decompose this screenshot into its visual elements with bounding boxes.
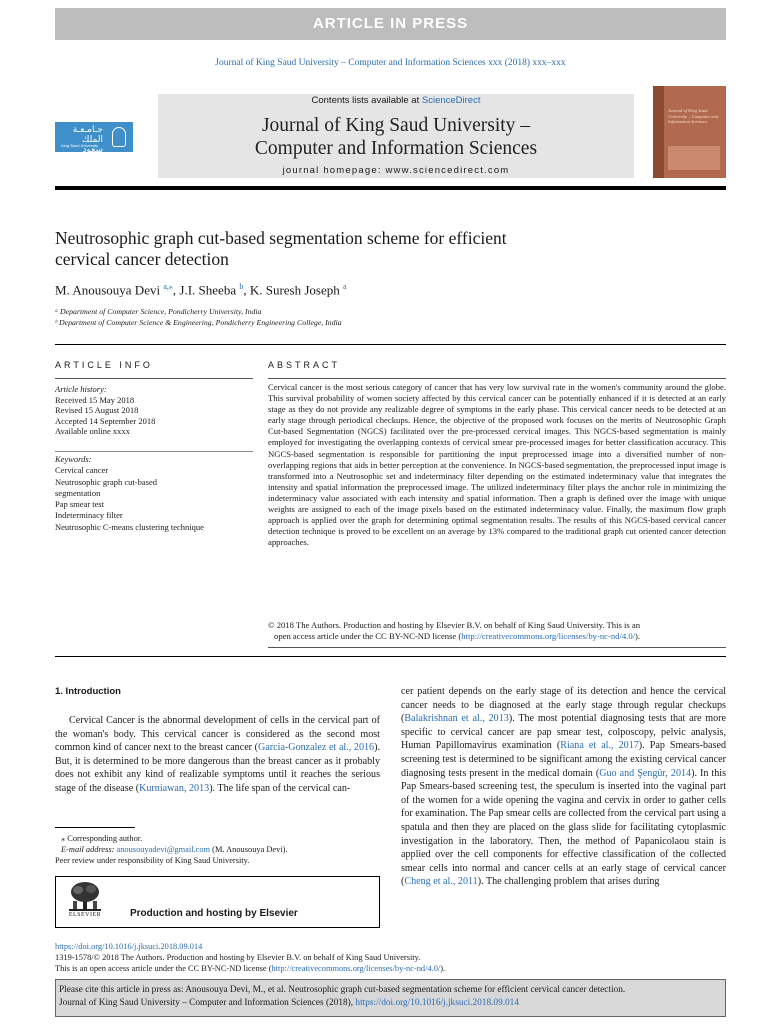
license-link[interactable]: http://creativecommons.org/licenses/by-nc-nd/4.0/ — [461, 631, 636, 642]
homepage-prefix: journal homepage: — [282, 165, 386, 176]
elsevier-hosting-text: Production and hosting by Elsevier — [130, 908, 298, 919]
body-text: ). In this Pap Smears-based screening test, the speculum is inserted into the vaginal part of the women for a wide opening the vagina and cervix in order to gather cells for examination. The Pap smear cells are collected from the cervical part using a spatula and then they are placed on the glass slide for facilitating cytoplasmic investigation in the laboratory. Then, the method of Papanicolaou stain is applied over the cell components for effective classification of the collected smear cells into normal and cancer cells at an early stage of cervical cancer ( — [401, 767, 726, 888]
author-name[interactable]: M. Anousouya Devi — [55, 282, 161, 298]
body-text: ). The most potential diagnosing tests that are more specific to cervical cancer are pap smear test, colposcopy, pelvic analysis, Human Papillomavirus examination ( — [401, 713, 726, 752]
cover-spine — [653, 86, 664, 178]
corresponding-author-note: ⁎ Corresponding author. — [61, 834, 143, 843]
citation-link[interactable]: Riana et al., 2017 — [560, 740, 639, 752]
abstract-heading: ABSTRACT — [268, 360, 341, 370]
keyword: Cervical cancer — [55, 465, 109, 476]
abstract-license — [268, 620, 726, 642]
article-history — [55, 384, 253, 437]
history-item: Accepted 14 September 2018 — [55, 415, 156, 426]
keywords-label: Keywords: — [55, 454, 92, 464]
author-name[interactable]: K. Suresh Joseph — [249, 282, 340, 298]
citation-link[interactable]: Guo and Şengür, 2014 — [599, 767, 692, 779]
keyword: segmentation — [55, 487, 101, 498]
body-column-left — [55, 714, 380, 796]
author-separator: , — [172, 282, 180, 298]
email-note — [55, 844, 380, 855]
body-text: ). Pap Smears-based screening test is determined to be significant among the existing cervical cancer diagnosing tests present in the medical domain ( — [401, 740, 726, 779]
article-in-press-banner: ARTICLE IN PRESS — [55, 8, 726, 40]
contents-prefix: Contents lists available at — [311, 95, 422, 106]
doi-block — [55, 941, 726, 974]
open-access-line — [55, 963, 726, 974]
oa-suffix: ). — [440, 964, 446, 973]
body-text: ). The life span of the cervical can- — [209, 782, 351, 794]
keyword: Neutrosophic C-means clustering technique — [55, 521, 204, 532]
journal-cover-thumbnail[interactable] — [653, 86, 726, 178]
body-column-right — [401, 685, 726, 889]
journal-homepage — [158, 165, 634, 176]
cover-panel — [668, 146, 720, 170]
king-saud-university-logo — [55, 122, 133, 155]
article-info-rule — [55, 378, 253, 379]
keyword: Indeterminacy filter — [55, 510, 123, 521]
citation-line2 — [59, 997, 723, 1010]
citation-journal: Journal of King Saud University – Computer and Information Sciences (2018), — [59, 998, 356, 1008]
body-text: ). But, it is determined to be more dangerous than the breast cancer as it probably does not exhibit any kind of realizable symptoms until it reaches the serious stage of the disease ( — [55, 742, 380, 794]
abstract-rule-top — [268, 378, 726, 379]
footnotes — [55, 833, 380, 866]
sciencedirect-link[interactable]: ScienceDirect — [421, 95, 481, 106]
logo-english-text: King Saud University — [61, 143, 99, 148]
homepage-url[interactable]: www.sciencedirect.com — [385, 165, 510, 176]
oa-prefix: This is an open access article under the CC BY-NC-ND license ( — [55, 964, 272, 973]
issn-line: 1319-1578/© 2018 The Authors. Production and hosting by Elsevier B.V. on behalf of King Saud University. — [55, 953, 421, 962]
history-item: Revised 15 August 2018 — [55, 405, 139, 416]
introduction-heading: 1. Introduction — [55, 686, 121, 697]
paper-title-line2: cervical cancer detection — [55, 249, 229, 269]
affiliation-a: ᵃ Department of Computer Science, Pondicherry University, India — [55, 307, 262, 316]
author-affiliation-mark[interactable]: a,⁎ — [163, 282, 173, 291]
doi-link[interactable]: https://doi.org/10.1016/j.jksuci.2018.09.014 — [55, 942, 203, 951]
section-rule — [55, 656, 726, 657]
citation-link[interactable]: Garcia-Gonzalez et al., 2016 — [258, 742, 375, 754]
keywords-list — [55, 454, 253, 533]
body-text: Cervical Cancer is the abnormal development of cells in the cervical part of the woman's body. This cervical cancer is considered as the second most common kind of cancer next to the breast cancer ( — [55, 715, 380, 754]
cover-title: Journal of King Saud University – Computer and Information Sciences — [668, 108, 719, 125]
keyword: Neutrosophic graph cut-based — [55, 476, 157, 487]
paper-title-line1: Neutrosophic graph cut-based segmentation scheme for efficient — [55, 228, 507, 248]
email-link[interactable]: anousouyadevi@gmail.com — [116, 845, 211, 854]
abstract-text: Cervical cancer is the most serious category of cancer that has very low survival rate in the women's community around the globe. This survival probability of women society affected by this cervical cancer can be potentially enhanced if it is detected at an early stage as they do not provide any realizable degree of symptoms in the early phase. This cervical cancer needs to be detected at an early stage through periodical checkups. Hence, the objective of the proposed work focuses on the merits of Neutrosophic Graph Cut-based Segmentation (NGCS) facilitated over the pre-processed cervical images. This NGCS-based segmentation is mainly employed for investigating the overlapping contexts of cervical smear pre-processed images for better classification accuracy. This NGCS-based segmentation is responsible for partitioning the input preprocessed image into a diversified number of non-overlapping regions that aids in better perception at the convenience. In NGCS-based segmentation, the preprocessed input image is transformed into a Neutrosophic set and indeterminacy filter depending on the estimated indeterminacy value that integrates the intensity and spatial information the preprocessed image. The utilized indeterminacy filter plays the anchor role in minimizing the indeterminacy value associated with each intensity and spatial information. Then a graph is defined over the image with unique weights are assigned to each of the image pixels based on the estimated indeterminacy value. Finally, the maximum flow graph approach is applied over the graph for determining optimal segmentation results. The results of this NGCS-based cervical cancer detection technique is proved to be excellent on an average by 13% compared to the traditional graph cut oriented cancer detection approaches. — [268, 382, 726, 548]
author-name[interactable]: J.I. Sheeba — [179, 282, 237, 298]
citation-link[interactable]: Balakrishnan et al., 2013 — [404, 713, 509, 725]
keyword: Pap smear test — [55, 499, 105, 510]
journal-title — [158, 114, 634, 160]
author-affiliation-mark[interactable]: b — [239, 282, 244, 291]
body-text: ). The challenging problem that arises during — [477, 876, 660, 888]
keywords-rule — [55, 451, 253, 452]
crest-icon — [112, 127, 126, 147]
license-suffix: ). — [635, 631, 641, 642]
oa-license-link[interactable]: http://creativecommons.org/licenses/by-nc-nd/4.0/ — [271, 964, 441, 973]
header-rule — [55, 186, 726, 190]
license-line1: © 2018 The Authors. Production and hosting by Elsevier B.V. on behalf of King Saud University. This is an — [268, 620, 641, 630]
section-rule — [55, 344, 726, 345]
history-item: Received 15 May 2018 — [55, 394, 135, 405]
citation-link[interactable]: Cheng et al., 2011 — [404, 876, 478, 888]
history-label: Article history: — [55, 384, 107, 394]
author-affiliation-mark[interactable]: a — [343, 282, 347, 291]
paper-title — [55, 228, 615, 270]
journal-reference-link[interactable]: Journal of King Saud University – Computer and Information Sciences xxx (2018) xxx–xxx — [215, 58, 566, 68]
peer-review-note: Peer review under responsibility of King Saud University. — [55, 856, 250, 865]
footnote-rule — [55, 827, 135, 828]
email-suffix: (M. Anousouya Devi). — [210, 845, 288, 854]
elsevier-wordmark: ELSEVIER — [68, 912, 102, 918]
author-list — [55, 282, 347, 298]
author-separator: , — [243, 282, 250, 298]
citation-doi-link[interactable]: https://doi.org/10.1016/j.jksuci.2018.09.014 — [355, 998, 519, 1008]
journal-title-line1: Journal of King Saud University – — [261, 115, 531, 136]
email-label: E-mail address: — [61, 845, 117, 854]
license-prefix: open access article under the CC BY-NC-ND license ( — [274, 631, 462, 642]
citation-text — [59, 984, 723, 1010]
article-info-heading: ARTICLE INFO — [55, 360, 153, 370]
logo-arabic-text: جـامـعـة الملك سعود — [72, 125, 103, 155]
journal-title-line2: Computer and Information Sciences — [254, 138, 538, 159]
citation-line1: Please cite this article in press as: Anousouya Devi, M., et al. Neutrosophic graph cut-based segmentation scheme for efficient cervical cancer detection. — [59, 985, 626, 995]
citation-link[interactable]: Kurniawan, 2013 — [139, 782, 210, 794]
license-line2 — [268, 631, 726, 642]
history-item: Available online xxxx — [55, 426, 130, 437]
body-text: cer patient depends on the early stage of its detection and hence the cervical cancer needs to be diagnosed at the early stage through regular checkups ( — [401, 686, 726, 725]
elsevier-tree-icon — [65, 881, 105, 915]
affiliation-b: ᵇ Department of Computer Science & Engineering, Pondicherry Engineering College, India — [55, 318, 342, 327]
abstract-rule-bottom — [268, 647, 726, 648]
contents-line — [158, 95, 634, 106]
